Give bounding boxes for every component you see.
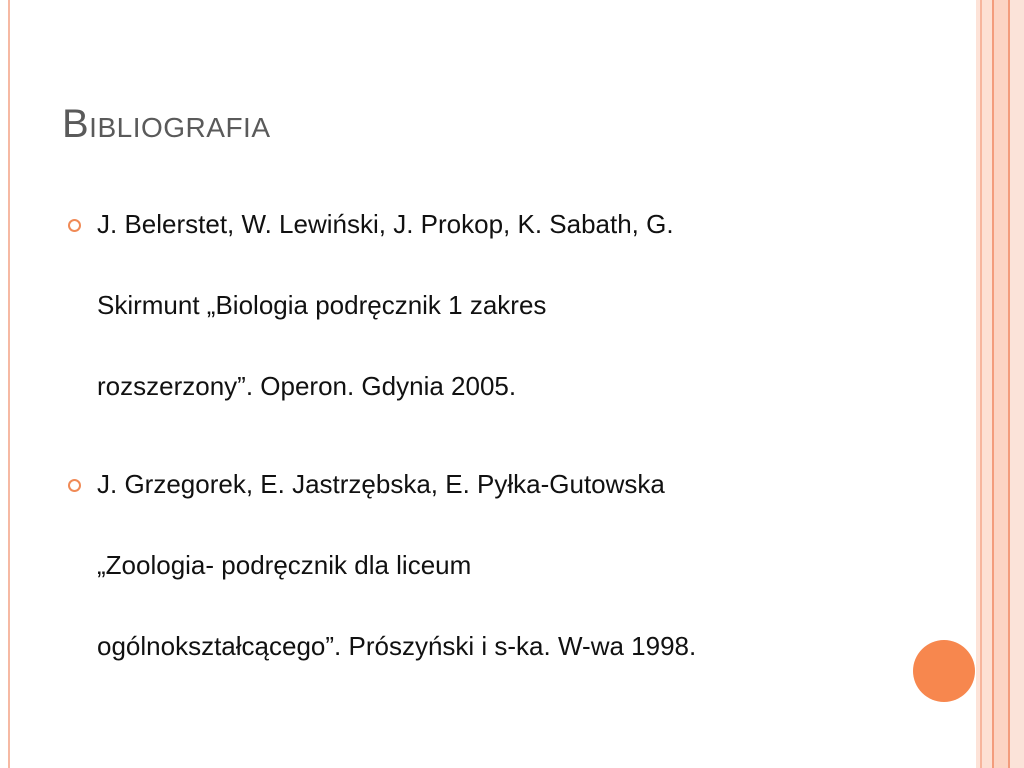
reference-line: J. Belerstet, W. Lewiński, J. Prokop, K. Sabath, G. [97,209,674,239]
orange-ring-bullet-icon [68,219,81,232]
reference-line: ogólnokształcącego”. Prószyński i s-ka. W-wa 1998. [97,631,697,661]
reference-line: Skirmunt „Biologia podręcznik 1 zakres [97,290,547,320]
decor-stripe [982,0,992,768]
right-decorative-stripes [976,0,1024,768]
left-accent-line [8,0,10,768]
reference-line: rozszerzony”. Operon. Gdynia 2005. [97,371,517,401]
reference-item [66,458,896,701]
reference-list [66,198,896,718]
decor-stripe [994,0,1008,768]
slide-title: Bibliografia [62,102,271,146]
decorative-orange-circle [913,640,975,702]
reference-item [66,198,896,441]
orange-ring-bullet-icon [68,479,81,492]
decor-stripe [1010,0,1024,768]
reference-line: J. Grzegorek, E. Jastrzębska, E. Pyłka-Gutowska [97,469,665,499]
reference-line: „Zoologia- podręcznik dla liceum [97,550,472,580]
